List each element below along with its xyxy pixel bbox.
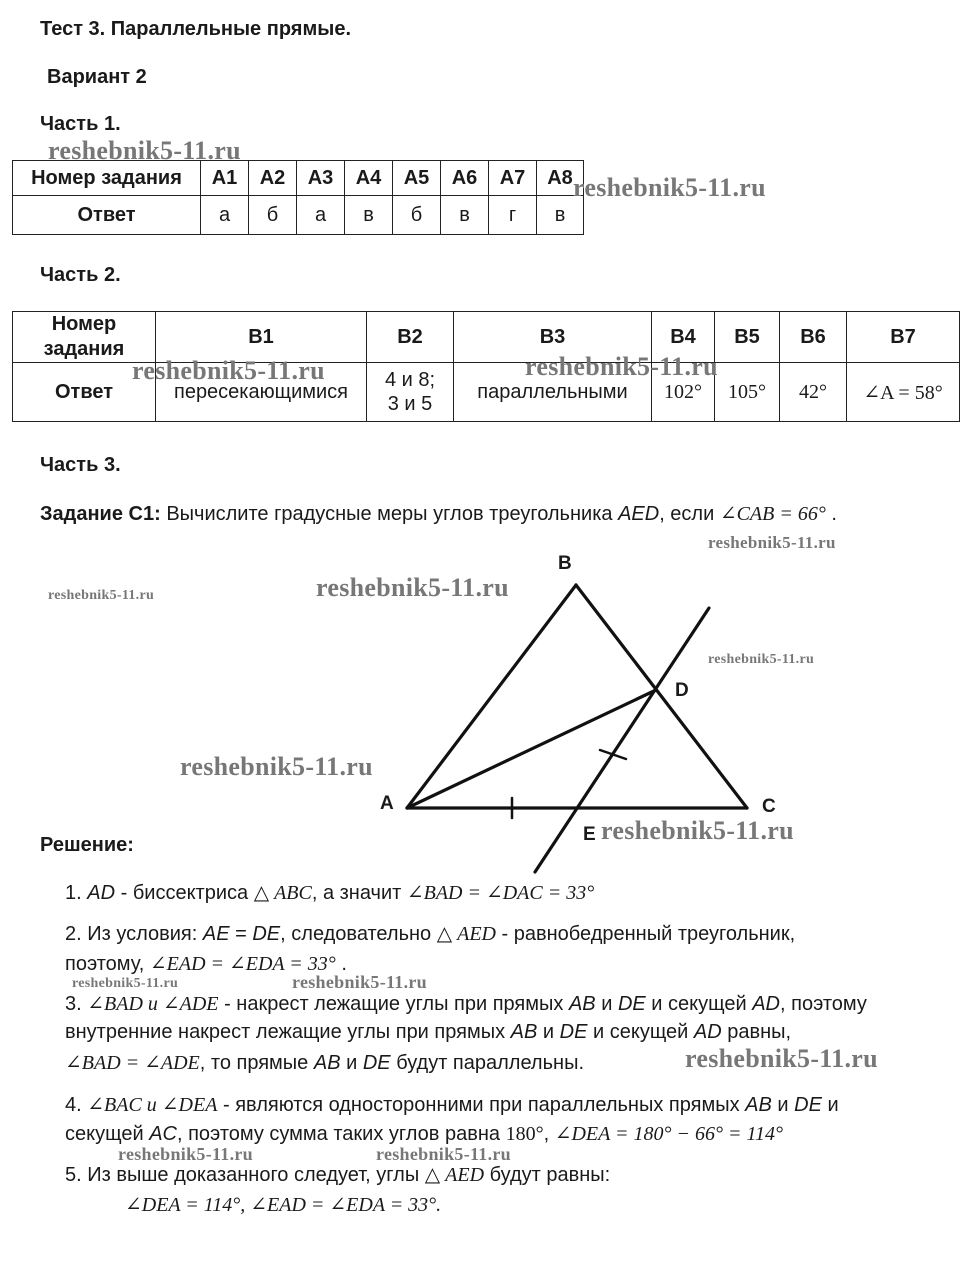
part2-task-cell: B3 <box>454 312 652 363</box>
solution-step-5-result: ∠DEA = 114°, ∠EAD = ∠EDA = 33°. <box>125 1194 442 1216</box>
watermark: reshebnik5-11.ru <box>48 588 155 603</box>
step-text: = <box>229 923 253 945</box>
watermark: reshebnik5-11.ru <box>708 533 836 552</box>
part1-task-cell: A5 <box>393 161 441 196</box>
part2-answer-cell: 105° <box>715 363 780 422</box>
watermark: reshebnik5-11.ru <box>601 816 794 845</box>
step-text: AB <box>745 1094 772 1116</box>
step-text: будут равны: <box>484 1164 611 1186</box>
part2-answer-line: 4 и 8; <box>384 369 436 391</box>
part2-task-cell: B5 <box>715 312 780 363</box>
step-text: AD <box>87 882 116 904</box>
part1-answer-cell: а <box>201 196 249 235</box>
part2-title: Часть 2. <box>40 264 121 286</box>
part2-row-label-answer: Ответ <box>13 363 156 422</box>
watermark: reshebnik5-11.ru <box>376 1144 511 1164</box>
step-text: AB <box>568 993 596 1015</box>
variant-title: Вариант 2 <box>47 66 147 88</box>
step-text: и <box>537 1021 560 1043</box>
step-text: и секущей <box>645 993 753 1015</box>
part1-answer-cell: а <box>297 196 345 235</box>
step-text: и секущей <box>587 1021 694 1043</box>
task-triangle: AED <box>618 503 660 525</box>
part1-row-label-answer: Ответ <box>13 196 201 235</box>
part2-task-cell: B1 <box>156 312 367 363</box>
step-text: , поэтому сумма таких углов равна <box>176 1123 506 1145</box>
part1-answer-cell: б <box>393 196 441 235</box>
step-math: ∠BAD = ∠ADE <box>65 1052 200 1074</box>
step-math: ∠DEA = 180° − 66° = 114° <box>554 1123 783 1145</box>
step-math: ∠BAD = ∠DAC = 33° <box>406 882 595 904</box>
part2-task-cell: B4 <box>652 312 715 363</box>
part2-task-cell: B6 <box>780 312 847 363</box>
step-text: , следовательно <box>280 923 437 945</box>
part3-title: Часть 3. <box>40 454 121 476</box>
label-b: B <box>558 553 572 574</box>
part2-answer-cell: 42° <box>780 363 847 422</box>
part2-task-cell: B2 <box>367 312 454 363</box>
solution-step-3-line3 <box>65 1050 584 1075</box>
part2-answer-cell: 102° <box>652 363 715 422</box>
watermark: reshebnik5-11.ru <box>525 352 718 381</box>
step-text: и <box>771 1094 795 1116</box>
part1-title: Часть 1. <box>40 113 121 135</box>
step-text: AD <box>752 993 780 1015</box>
solution-step-2 <box>65 921 795 946</box>
step-text: 5. Из выше доказанного следует, углы <box>65 1164 425 1186</box>
step-text: DE <box>362 1052 391 1074</box>
part1-task-cell: A8 <box>537 161 584 196</box>
step-text: секущей <box>65 1123 150 1145</box>
step-text: DE <box>559 1021 588 1043</box>
side-bc <box>576 585 747 808</box>
label-e: E <box>583 824 596 845</box>
step-text: 2. Из условия: <box>65 923 203 945</box>
step-math: ∠EAD = ∠EDA = 33° <box>149 953 336 975</box>
step-text: и <box>340 1052 363 1074</box>
step-text: AD <box>693 1021 722 1043</box>
step-text: - равнобедренный треугольник, <box>495 923 796 945</box>
step-text: , а значит <box>311 882 407 904</box>
task-end: . <box>825 503 837 525</box>
step-math: ∠BAD и ∠ADE <box>87 993 219 1015</box>
step-text: - биссектриса <box>115 882 254 904</box>
step-text: . <box>335 953 347 975</box>
solution-title: Решение: <box>40 834 134 856</box>
task-text: Вычислите градусные меры углов треугольника <box>166 503 613 525</box>
watermark: reshebnik5-11.ru <box>118 1144 253 1164</box>
label-d: D <box>675 680 689 701</box>
bisector-ad <box>407 690 656 808</box>
side-ab <box>407 585 576 808</box>
solution-step-3 <box>65 991 867 1016</box>
watermark: reshebnik5-11.ru <box>72 976 179 991</box>
task-label: Задание С1: <box>40 503 161 525</box>
step-text: будут параллельны. <box>390 1052 584 1074</box>
step-text: DE <box>617 993 646 1015</box>
part1-answer-cell: г <box>489 196 537 235</box>
part1-task-cell: A6 <box>441 161 489 196</box>
part1-answer-cell: б <box>249 196 297 235</box>
task-angle: ∠CAB = 66° <box>719 503 826 525</box>
part1-task-cell: A4 <box>345 161 393 196</box>
step-text: DE <box>252 923 281 945</box>
step-math: △ ABC <box>253 882 312 904</box>
solution-step-4-line2 <box>65 1121 783 1146</box>
step-text: 4. <box>65 1094 88 1116</box>
part2-row-label-line2: задания <box>43 338 125 360</box>
step-text: , <box>543 1123 555 1145</box>
step-text: равны, <box>721 1021 792 1043</box>
watermark: reshebnik5-11.ru <box>316 573 509 602</box>
part1-task-cell: A1 <box>201 161 249 196</box>
watermark: reshebnik5-11.ru <box>180 752 373 781</box>
part2-answer-cell: ∠A = 58° <box>847 363 960 422</box>
step-text: 1. <box>65 882 88 904</box>
step-text: , то прямые <box>199 1052 314 1074</box>
step-text: 3. <box>65 993 88 1015</box>
solution-step-3-line2 <box>65 1021 791 1044</box>
step-math: △ AED <box>436 923 496 945</box>
watermark: reshebnik5-11.ru <box>132 356 325 385</box>
task-cond: , если <box>659 503 715 525</box>
part2-answer-line: 3 и 5 <box>387 393 433 415</box>
step-text: - накрест лежащие углы при прямых <box>218 993 569 1015</box>
step-text: и <box>821 1094 839 1116</box>
step-text: и <box>595 993 618 1015</box>
label-c: C <box>762 796 776 817</box>
part1-answer-cell: в <box>441 196 489 235</box>
part1-answer-cell: в <box>345 196 393 235</box>
watermark: reshebnik5-11.ru <box>708 652 815 667</box>
part2-answer-cell: параллельными <box>454 363 652 422</box>
step-text: , поэтому <box>780 993 867 1015</box>
step-text: поэтому, <box>65 953 150 975</box>
solution-step-1 <box>65 880 594 905</box>
part2-answer-cell: пересекающимися <box>156 363 367 422</box>
part1-task-cell: A2 <box>249 161 297 196</box>
solution-step-4 <box>65 1092 839 1117</box>
watermark: reshebnik5-11.ru <box>685 1044 878 1073</box>
step-text: AB <box>510 1021 538 1043</box>
step-text: внутренние накрест лежащие углы при прямых <box>65 1021 511 1043</box>
watermark: reshebnik5-11.ru <box>48 136 241 165</box>
solution-step-5 <box>65 1162 610 1187</box>
part1-answer-cell: в <box>537 196 584 235</box>
watermark: reshebnik5-11.ru <box>292 972 427 992</box>
step-math: △ AED <box>424 1164 485 1186</box>
step-text: - являются односторонними при параллельных прямых <box>217 1094 746 1116</box>
part1-row-label-task: Номер задания <box>13 161 201 196</box>
page-title: Тест 3. Параллельные прямые. <box>40 18 351 40</box>
part1-task-cell: A7 <box>489 161 537 196</box>
step-text: AB <box>313 1052 341 1074</box>
part2-task-cell: B7 <box>847 312 960 363</box>
part1-task-cell: A3 <box>297 161 345 196</box>
step-text: AC <box>149 1123 177 1145</box>
step-math: ∠BAC и ∠DEA <box>87 1094 218 1116</box>
step-math: 180° <box>505 1123 544 1145</box>
part2-row-label-line1: Номер <box>51 313 117 335</box>
watermark: reshebnik5-11.ru <box>573 173 766 202</box>
step-text: DE <box>794 1094 822 1116</box>
step-text: AE <box>202 923 230 945</box>
label-a: A <box>380 793 394 814</box>
